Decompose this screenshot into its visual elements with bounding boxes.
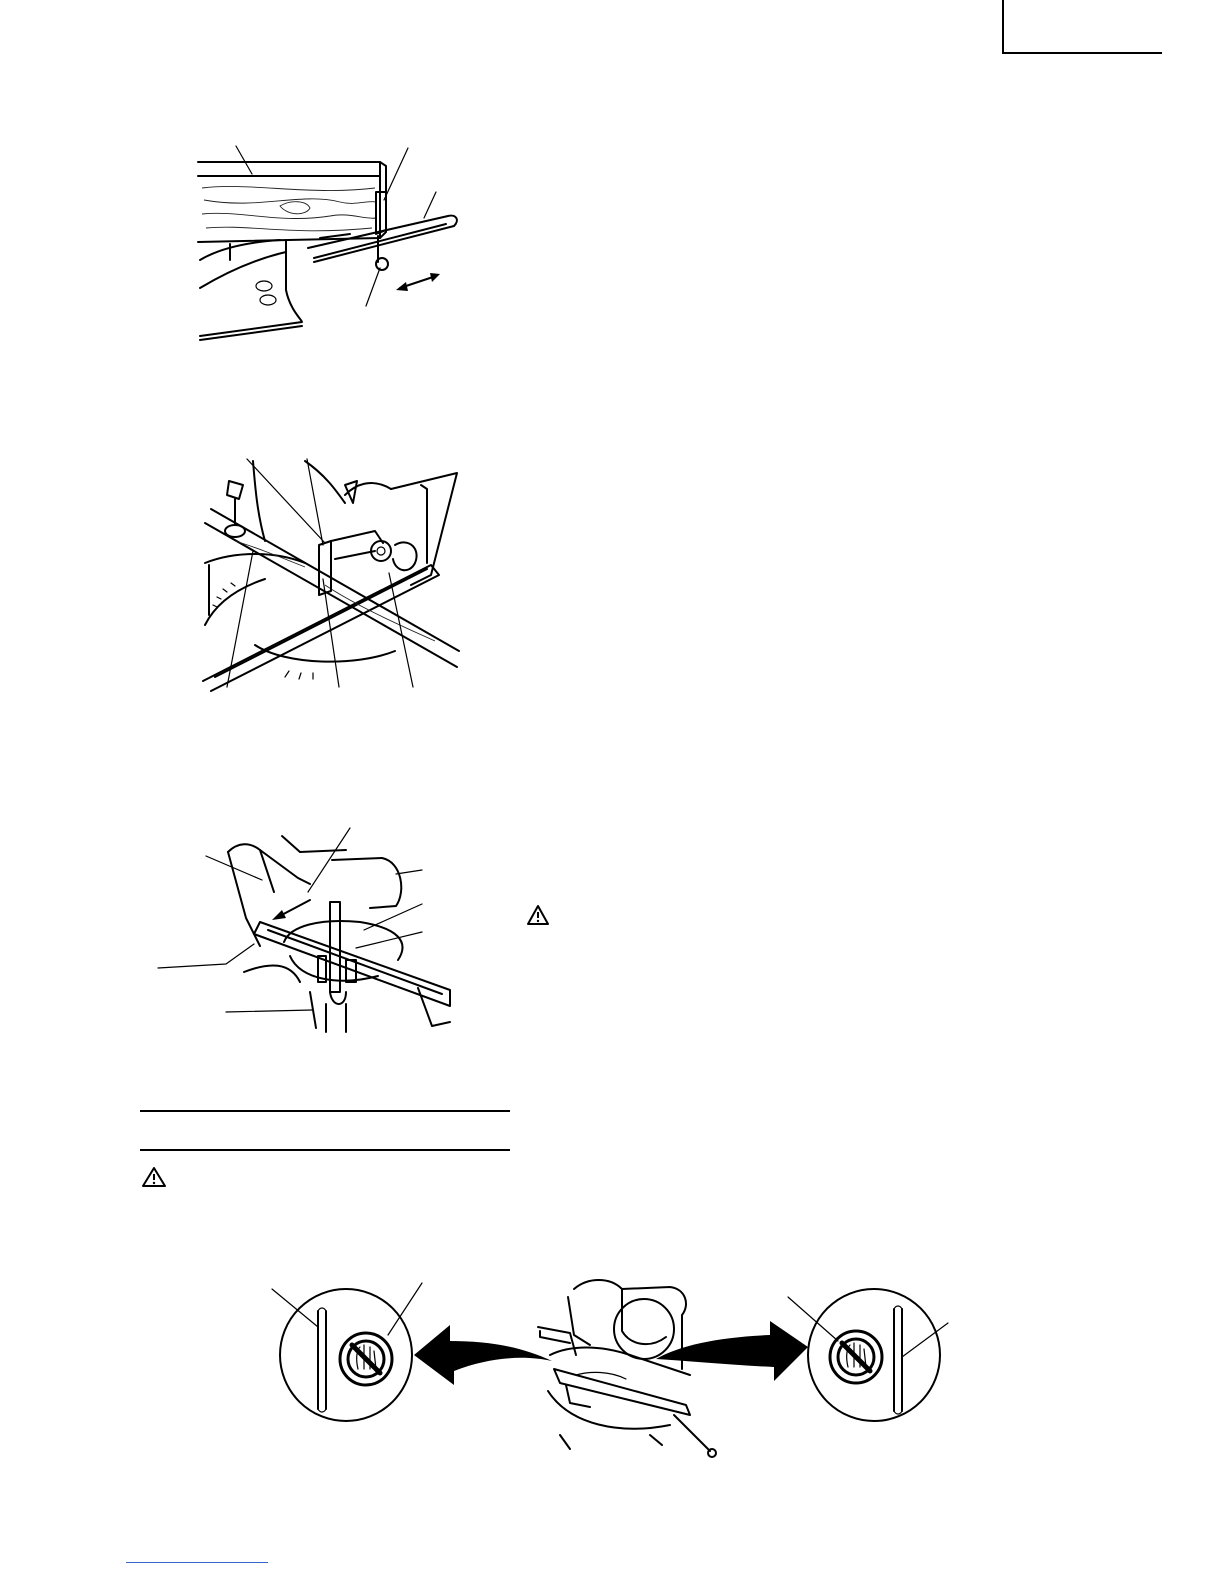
figure-blade-guard-check [150,822,465,1037]
section-heading [140,1118,510,1142]
figure-workpiece-stopper [190,140,490,350]
figure-no-hands-zone [270,1275,955,1470]
section-rule-top [140,1110,510,1112]
footer-link[interactable] [126,1562,268,1583]
figure-vise-assembly [195,455,465,690]
page-tab-box [1002,0,1162,54]
warning-triangle-right [526,904,550,926]
section-rule-bottom [140,1149,510,1151]
warning-triangle-left [141,1166,167,1188]
